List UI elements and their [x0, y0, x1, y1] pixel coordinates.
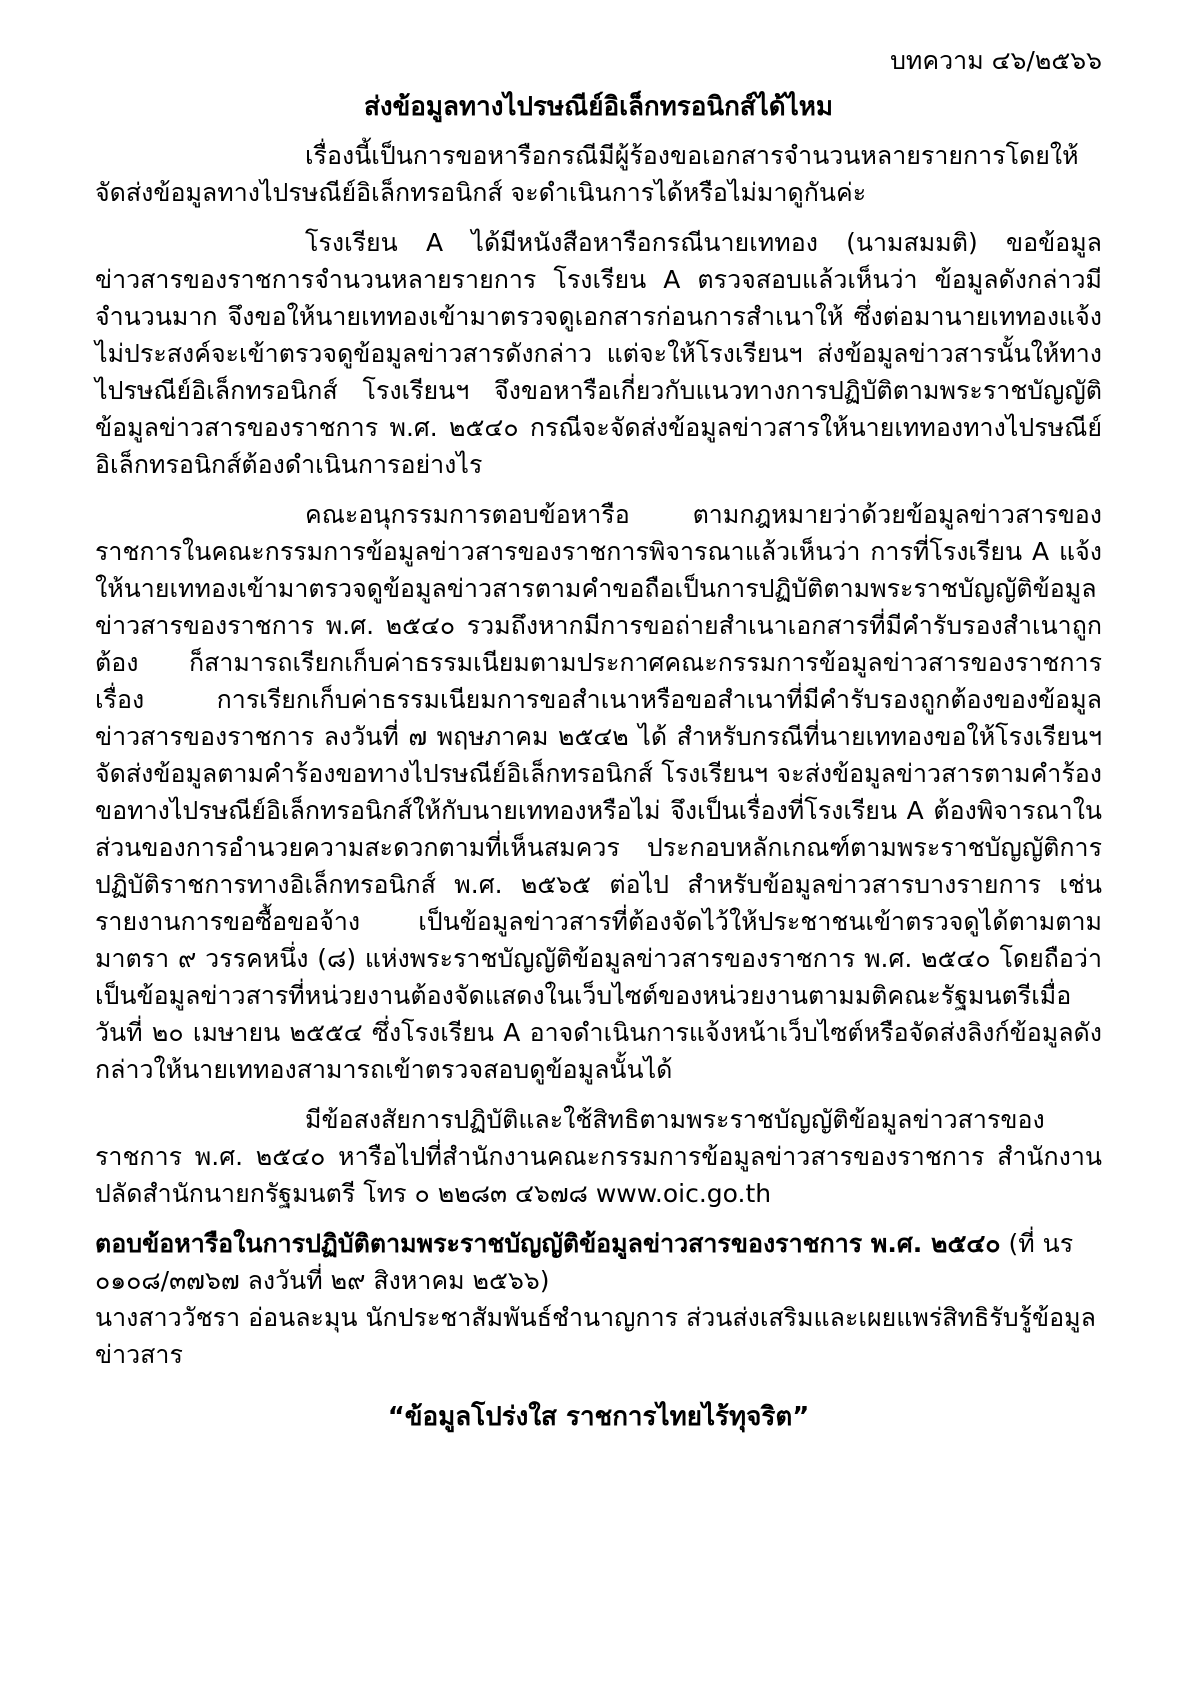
paragraph-committee-opinion: คณะอนุกรรมการตอบข้อหารือ ตามกฎหมายว่าด้วยข้อมูลข่าวสารของราชการในคณะกรรมการข้อมูลข่าวสารของราชการพิจารณาแล้วเห็นว่า การที่โรงเรียน A แจ้งให้นายเททองเข้ามาตรวจดูข้อมูลข่าวสารตามคำขอถือเป็นการปฏิบัติตามพระราชบัญญัติข้อมูลข่าวสารของราชการ พ.ศ. ๒๕๔๐ รวมถึงหากมีการขอถ่ายสำเนาเอกสารที่มีคำรับรองสำเนาถูกต้อง ก็สามารถเรียกเก็บค่าธรรมเนียมตามประกาศคณะกรรมการข้อมูลข่าวสารของราชการ เรื่อง การเรียกเก็บค่าธรรมเนียมการขอสำเนาหรือขอสำเนาที่มีคำรับรองถูกต้องของข้อมูลข่าวสารของราชการ ลงวันที่ ๗ พฤษภาคม ๒๕๔๒ ได้ สำหรับกรณีที่นายเททองขอให้โรงเรียนฯ จัดส่งข้อมูลตามคำร้องขอทางไปรษณีย์อิเล็กทรอนิกส์ โรงเรียนฯ จะส่งข้อมูลข่าวสารตามคำร้องขอทางไปรษณีย์อิเล็กทรอนิกส์ให้กับนายเททองหรือไม่ จึงเป็นเรื่องที่โรงเรียน A ต้องพิจารณาในส่วนของการอำนวยความสะดวกตามที่เห็นสมควร ประกอบหลักเกณฑ์ตามพระราชบัญญัติการปฏิบัติราชการทางอิเล็กทรอนิกส์ พ.ศ. ๒๕๖๕ ต่อไป สำหรับข้อมูลข่าวสารบางรายการ เช่น รายงานการขอซื้อขอจ้าง เป็นข้อมูลข่าวสารที่ต้องจัดไว้ให้ประชาชนเข้าตรวจดูได้ตามตามมาตรา ๙ วรรคหนึ่ง (๘) แห่งพระราชบัญญัติข้อมูลข่าวสารของราชการ พ.ศ. ๒๕๔๐ โดยถือว่าเป็นข้อมูลข่าวสารที่หน่วยงานต้องจัดแสดงในเว็บไซต์ของหน่วยงานตามมติคณะรัฐมนตรีเมื่อวันที่ ๒๐ เมษายน ๒๕๕๔ ซึ่งโรงเรียน A อาจดำเนินการแจ้งหน้าเว็บไซต์หรือจัดส่งลิงก์ข้อมูลดังกล่าวให้นายเททองสามารถเข้าตรวจสอบดูข้อมูลนั้นได้	[95, 500, 1102, 1084]
contact-text: มีข้อสงสัยการปฏิบัติและใช้สิทธิตามพระราชบัญญัติข้อมูลข่าวสารของราชการ พ.ศ. ๒๕๔๐ หารือไปที่สำนักงานคณะกรรมการข้อมูลข่าวสารของราชการ สำนักงานปลัดสำนักนายกรัฐมนตรี โทร ๐ ๒๒๘๓ ๔๖๗๘	[95, 1105, 1102, 1208]
author-credit: นางสาววัชรา อ่อนละมุน นักประชาสัมพันธ์ชำนาญการ ส่วนส่งเสริมและเผยแพร่สิทธิรับรู้ข้อมูลข่าวสาร	[95, 1303, 1096, 1369]
article-number: บทความ ๔๖/๒๕๖๖	[890, 46, 1102, 75]
page-title: ส่งข้อมูลทางไปรษณีย์อิเล็กทรอนิกส์ได้ไหม	[363, 92, 834, 122]
paragraph-intro: เรื่องนี้เป็นการขอหารือกรณีมีผู้ร้องขอเอกสารจำนวนหลายรายการโดยให้จัดส่งข้อมูลทางไปรษณีย์อิเล็กทรอนิกส์ จะดำเนินการได้หรือไม่มาดูกันค่ะ	[95, 141, 1079, 207]
reference-title: ตอบข้อหารือในการปฏิบัติตามพระราชบัญญัติข้อมูลข่าวสารของราชการ พ.ศ. ๒๕๔๐	[95, 1229, 1001, 1258]
slogan: “ข้อมูลโปร่งใส ราชการไทยไร้ทุจริต”	[387, 1402, 810, 1432]
reference-doc-number: (ที่ นร ๐๑๐๘/๓๗๖๗ ลงวันที่ ๒๙ สิงหาคม ๒๕๖๖)	[95, 1229, 1074, 1295]
paragraph-inquiry: โรงเรียน A ได้มีหนังสือหารือกรณีนายเททอง (นามสมมติ) ขอข้อมูลข่าวสารของราชการจำนวนหลายรายการ โรงเรียน A ตรวจสอบแล้วเห็นว่า ข้อมูลดังกล่าวมีจำนวนมาก จึงขอให้นายเททองเข้ามาตรวจดูเอกสารก่อนการสำเนาให้ ซึ่งต่อมานายเททองแจ้งไม่ประสงค์จะเข้าตรวจดูข้อมูลข่าวสารดังกล่าว แต่จะให้โรงเรียนฯ ส่งข้อมูลข่าวสารนั้นให้ทางไปรษณีย์อิเล็กทรอนิกส์ โรงเรียนฯ จึงขอหารือเกี่ยวกับแนวทางการปฏิบัติตามพระราชบัญญัติข้อมูลข่าวสารของราชการ พ.ศ. ๒๕๔๐ กรณีจะจัดส่งข้อมูลข่าวสารให้นายเททองทางไปรษณีย์อิเล็กทรอนิกส์ต้องดำเนินการอย่างไร	[95, 228, 1102, 479]
oic-website-url: www.oic.go.th	[595, 1179, 772, 1208]
paragraph-contact	[95, 1101, 1102, 1212]
reference-citation	[95, 1225, 1102, 1299]
